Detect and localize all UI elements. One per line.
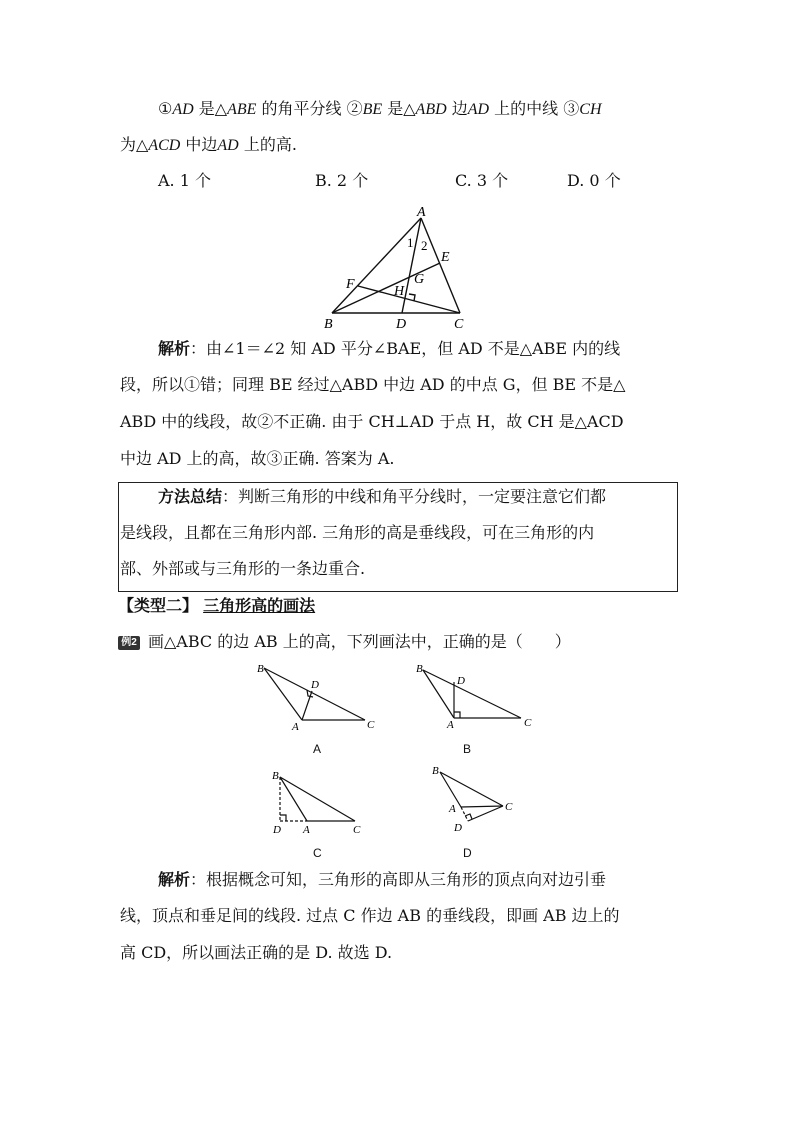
text: ACD — [148, 137, 181, 154]
label-a: A — [292, 721, 299, 733]
label-b: B — [257, 663, 264, 675]
type-title: 三角形高的画法 — [203, 598, 316, 615]
text: AD — [172, 101, 194, 118]
label-b: B — [324, 317, 333, 332]
label-b: B — [416, 663, 423, 675]
label-e: E — [441, 250, 450, 265]
analysis-head: 解析 — [158, 870, 191, 889]
statement-line-2 — [120, 135, 297, 156]
text: 中边 — [180, 135, 218, 154]
label-angle-2: 2 — [421, 238, 428, 253]
label-d: D — [454, 822, 462, 834]
label-d: D — [311, 679, 319, 691]
option-d: D. 0 个 — [567, 171, 621, 190]
analysis2-line-2: 线，顶点和垂足间的线段. 过点 C 作边 AB 的垂线段，即画 AB 边上的 — [120, 906, 620, 925]
label-g: G — [414, 272, 425, 287]
figure-option-a — [250, 660, 390, 735]
label-f: F — [346, 277, 355, 292]
analysis1-line-2: 段，所以①错；同理 BE 经过△ABD 中边 AD 的中点 G，但 BE 不是△ — [120, 375, 626, 394]
text: 的角平分线 ② — [256, 99, 363, 118]
text: 边 — [446, 99, 468, 118]
label-c: C — [367, 719, 375, 731]
label-b: B — [272, 770, 279, 782]
figure-option-c — [265, 768, 385, 843]
label-a: A — [303, 824, 310, 836]
option-c: C. 3 个 — [455, 171, 509, 190]
label-c: C — [454, 317, 464, 332]
method-line-2: 是线段，且都在三角形内部. 三角形的高是垂线段，可在三角形的内 — [120, 523, 595, 542]
text: BE — [362, 101, 383, 118]
caption-b: B — [463, 742, 472, 756]
triangle-figure-1 — [320, 200, 480, 335]
analysis1-line-4: 中边 AD 上的高，故③正确. 答案为 A. — [120, 449, 395, 468]
label-c: C — [524, 717, 532, 729]
figure-option-b — [408, 660, 548, 735]
text: 上的中线 ③ — [489, 99, 580, 118]
text: 上的高. — [238, 135, 297, 154]
caption-c: C — [313, 846, 322, 860]
analysis-head: 解析 — [158, 339, 191, 358]
text: ① — [158, 99, 173, 118]
text: ABE — [227, 101, 257, 118]
label-c: C — [505, 801, 513, 813]
method-line-3: 部、外部或与三角形的一条边重合. — [120, 559, 366, 578]
text: 是△ — [193, 99, 228, 118]
text: 为△ — [120, 135, 149, 154]
text: AD — [467, 101, 490, 118]
label-a: A — [417, 205, 426, 220]
option-a: A. 1 个 — [158, 171, 211, 190]
text: AD — [217, 137, 239, 154]
label-d: D — [396, 317, 407, 332]
statement-line-1 — [158, 99, 602, 120]
label-a: A — [449, 803, 456, 815]
option-b: B. 2 个 — [315, 171, 369, 190]
type2-heading — [118, 596, 315, 617]
text: ：由∠1＝∠2 知 AD 平分∠BAE，但 AD 不是△ABE 内的线 — [190, 339, 621, 358]
text: ：判断三角形的中线和角平分线时，一定要注意它们都 — [222, 487, 607, 506]
figure-option-d — [425, 760, 535, 840]
analysis2-line-3: 高 CD，所以画法正确的是 D. 故选 D. — [120, 943, 393, 962]
text: 是△ — [382, 99, 416, 118]
type-label: 【类型二】 — [118, 598, 199, 615]
label-d: D — [273, 824, 281, 836]
label-b: B — [432, 765, 439, 777]
label-a: A — [447, 719, 454, 731]
label-angle-1: 1 — [407, 235, 414, 250]
text: CH — [579, 101, 602, 118]
analysis2-line-1 — [158, 870, 606, 890]
label-c: C — [353, 824, 361, 836]
text: 画△ABC 的边 AB 上的高，下列画法中，正确的是（ ） — [148, 632, 571, 651]
text: ：根据概念可知，三角形的高即从三角形的顶点向对边引垂 — [190, 870, 607, 889]
example2-question — [118, 632, 571, 652]
caption-d: D — [463, 846, 472, 860]
label-h: H — [394, 284, 405, 299]
method-head: 方法总结 — [158, 487, 223, 506]
label-d: D — [457, 675, 465, 687]
text: ABD — [415, 101, 447, 118]
analysis1-line-1 — [158, 339, 620, 359]
analysis1-line-3: ABD 中的线段，故②不正确. 由于 CH⊥AD 于点 H，故 CH 是△ACD — [120, 412, 624, 431]
caption-a: A — [313, 742, 322, 756]
example-icon: 例2 — [118, 636, 140, 650]
method-line-1 — [158, 487, 606, 507]
